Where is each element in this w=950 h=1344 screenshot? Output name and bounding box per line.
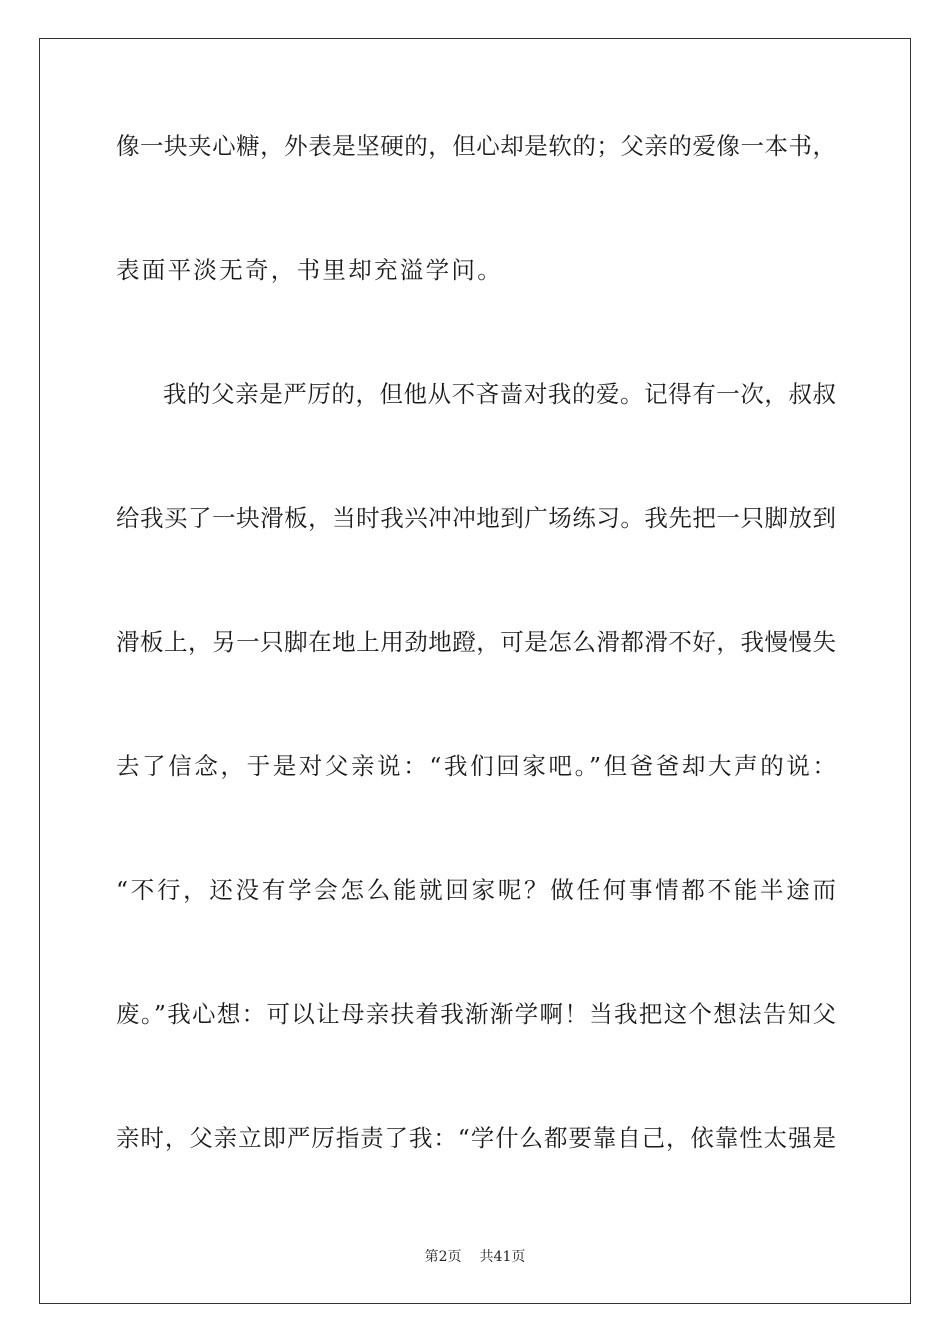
paragraph-start-line: 我的父亲是严厉的，但他从不吝啬对我的爱。记得有一次，叔叔	[163, 380, 836, 408]
text-line: 去了信念，于是对父亲说：“我们回家吧。”但爸爸却大声的说：	[116, 752, 836, 780]
text-line: 滑板上，另一只脚在地上用劲地蹬，可是怎么滑都滑不好，我慢慢失	[116, 628, 836, 656]
text-line: “不行，还没有学会怎么能就回家呢？做任何事情都不能半途而	[116, 876, 836, 904]
text-line: 表面平淡无奇，书里却充溢学问。	[116, 256, 503, 284]
page-footer	[0, 1246, 950, 1266]
text-line: 亲时，父亲立即严厉指责了我：“学什么都要靠自己，依靠性太强是	[116, 1124, 836, 1152]
document-body	[116, 126, 836, 1242]
text-line: 废。”我心想：可以让母亲扶着我渐渐学啊！当我把这个想法告知父	[116, 1000, 836, 1028]
text-line: 像一块夹心糖，外表是坚硬的，但心却是软的；父亲的爱像一本书，	[116, 132, 836, 160]
page-number: 第2页	[424, 1249, 462, 1265]
text-line: 给我买了一块滑板，当时我兴冲冲地到广场练习。我先把一只脚放到	[116, 504, 836, 532]
total-pages: 共41页	[479, 1249, 526, 1265]
